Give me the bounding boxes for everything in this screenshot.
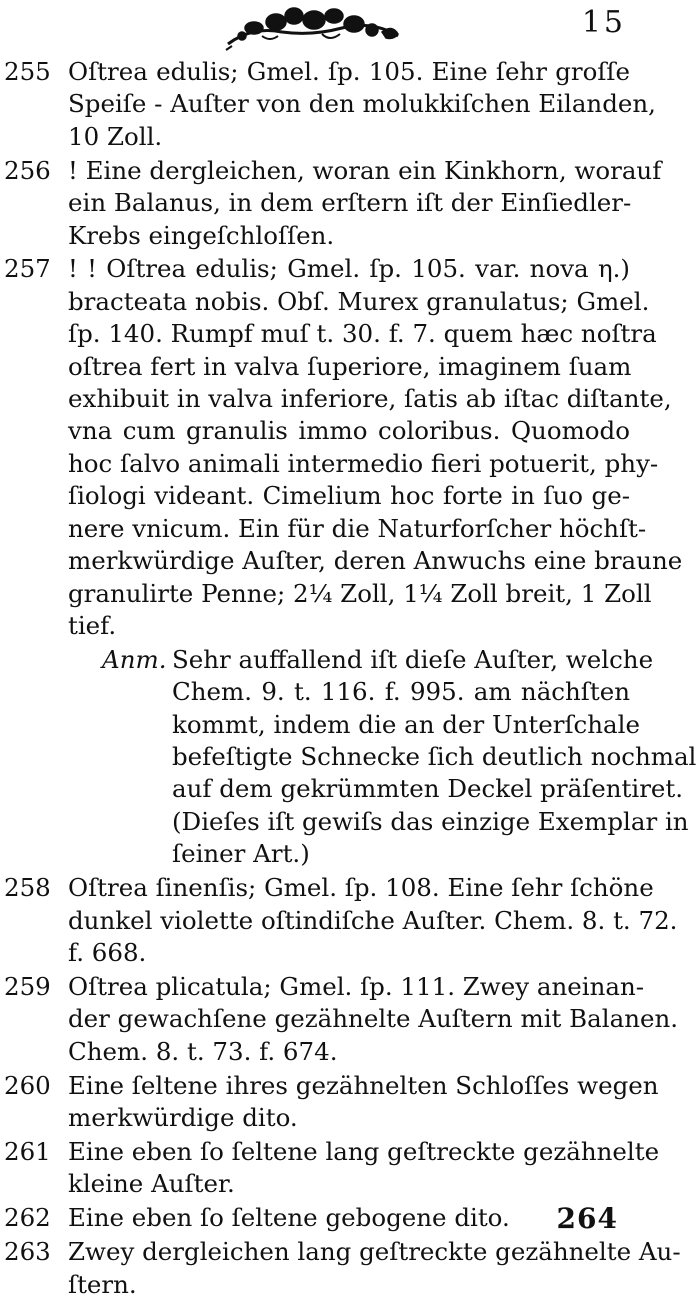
note-line: Sehr auffallend iſt dieſe Auſter, welche [172,644,654,674]
entry-line: granulirte Penne; 2¼ Zoll, 1¼ Zoll breit, 1 Zoll [68,578,652,608]
entry-line: exhibuit in valva inferiore, ſatis ab iſtac diſtante, [68,384,672,414]
page-header [0,0,640,60]
note-line: ſeiner Art.) [172,839,310,869]
entry-number: 262 [4,1203,51,1233]
entry-line: dunkel violette oſtindiſche Auſter. Chem. 8. t. 72. [68,905,678,935]
entry-number: 261 [4,1136,51,1166]
entry-line: oſtrea fert in valva ſuperiore, imaginem ſuam [68,351,632,381]
entry-line: vna cum granulis immo coloribus. Quomodo [68,416,630,446]
entry-number: 263 [4,1237,51,1267]
entry-line: kleine Auſter. [68,1169,235,1199]
catalogue-entry [0,155,662,252]
entry-line: hoc ſalvo animali intermedio fieri potuerit, phy- [68,448,659,478]
entry-number: 260 [4,1070,51,1100]
entry-line: Oſtrea ſinenſis; Gmel. ſp. 108. Eine ſehr ſchöne [68,873,654,903]
catalogue-entry [0,56,656,153]
signature-mark: 264 [556,1202,618,1235]
entry-line: ! ! Oſtrea edulis; Gmel. ſp. 105. var. nova η.) [68,254,630,284]
catalogue-entry [0,872,678,969]
note-line: befeſtigte Schnecke ſich deutlich nochmal [172,742,696,772]
entry-line: Zwey dergleichen lang geſtreckte gezähnelte Au- [68,1237,681,1267]
entry-line: Krebs eingeſchloſſen. [68,220,335,250]
entry-line: ſp. 140. Rumpf muſ t. 30. f. 7. quem hæc noſtra [68,319,657,349]
entry-line: tief. [68,610,117,640]
entry-number: 259 [4,971,51,1001]
entry-line: ſiologi videant. Cimelium hoc forte in ſuo ge- [68,481,630,511]
entry-line: Eine eben ſo ſeltene lang geſtreckte gezähnelte [68,1136,660,1166]
catalogue-entry [0,1236,681,1301]
entry-line: ſtern. [68,1269,137,1299]
entry-number: 256 [4,155,51,185]
entry-line: Speiſe - Auſter von den molukkiſchen Eilanden, [68,89,656,119]
entry-line: ein Balanus, in dem erſtern iſt der Einſiedler- [68,188,632,218]
catalogue-entry [0,253,683,642]
entry-line: Eine ſeltene ihres gezähnelten Schloſſes wegen [68,1070,659,1100]
catalogue-entry [0,1202,640,1234]
annotation-note [0,644,696,871]
entry-line: Oſtrea plicatula; Gmel. ſp. 111. Zwey aneinan- [68,971,645,1001]
entry-line: merkwürdige dito. [68,1103,298,1132]
catalogue-entry [0,971,679,1068]
entry-number: 257 [4,254,51,284]
catalogue-entry [0,1136,660,1201]
entry-line: Chem. 8. t. 73. f. 674. [68,1036,338,1066]
note-label: Anm. [102,644,167,674]
note-line: Chem. 9. t. 116. f. 995. am nächſten [172,677,630,707]
entry-line: Eine eben ſo ſeltene gebogene dito. [68,1203,510,1233]
entry-line: merkwürdige Auſter, deren Anwuchs eine braune [68,546,683,576]
note-line: auf dem gekrümmten Deckel präſentiret. [172,774,684,804]
entry-number: 255 [4,57,51,86]
catalogue-entry [0,1070,659,1135]
entry-line: bracteata nobis. Obſ. Murex granulatus; Gmel. [68,286,650,316]
catalogue-entries [0,56,696,1302]
entry-line: 10 Zoll. [68,121,163,151]
entry-line: der gewachſene gezähnelte Auſtern mit Balanen. [68,1004,679,1034]
entry-number: 258 [4,873,51,903]
entry-line: ! Eine dergleichen, woran ein Kinkhorn, worauf [68,155,662,185]
entry-line: f. 668. [68,937,147,967]
entry-line: Oſtrea edulis; Gmel. ſp. 105. Eine ſehr groſſe [68,57,630,86]
note-line: kommt, indem die an der Unterſchale [172,709,640,739]
page-number: 15 [581,5,626,40]
note-line: (Dieſes iſt gewiſs das einzige Exemplar in [172,806,689,836]
entry-line: nere vnicum. Ein für die Naturforſcher höchſt- [68,513,647,543]
floral-ornament-icon [222,6,408,50]
